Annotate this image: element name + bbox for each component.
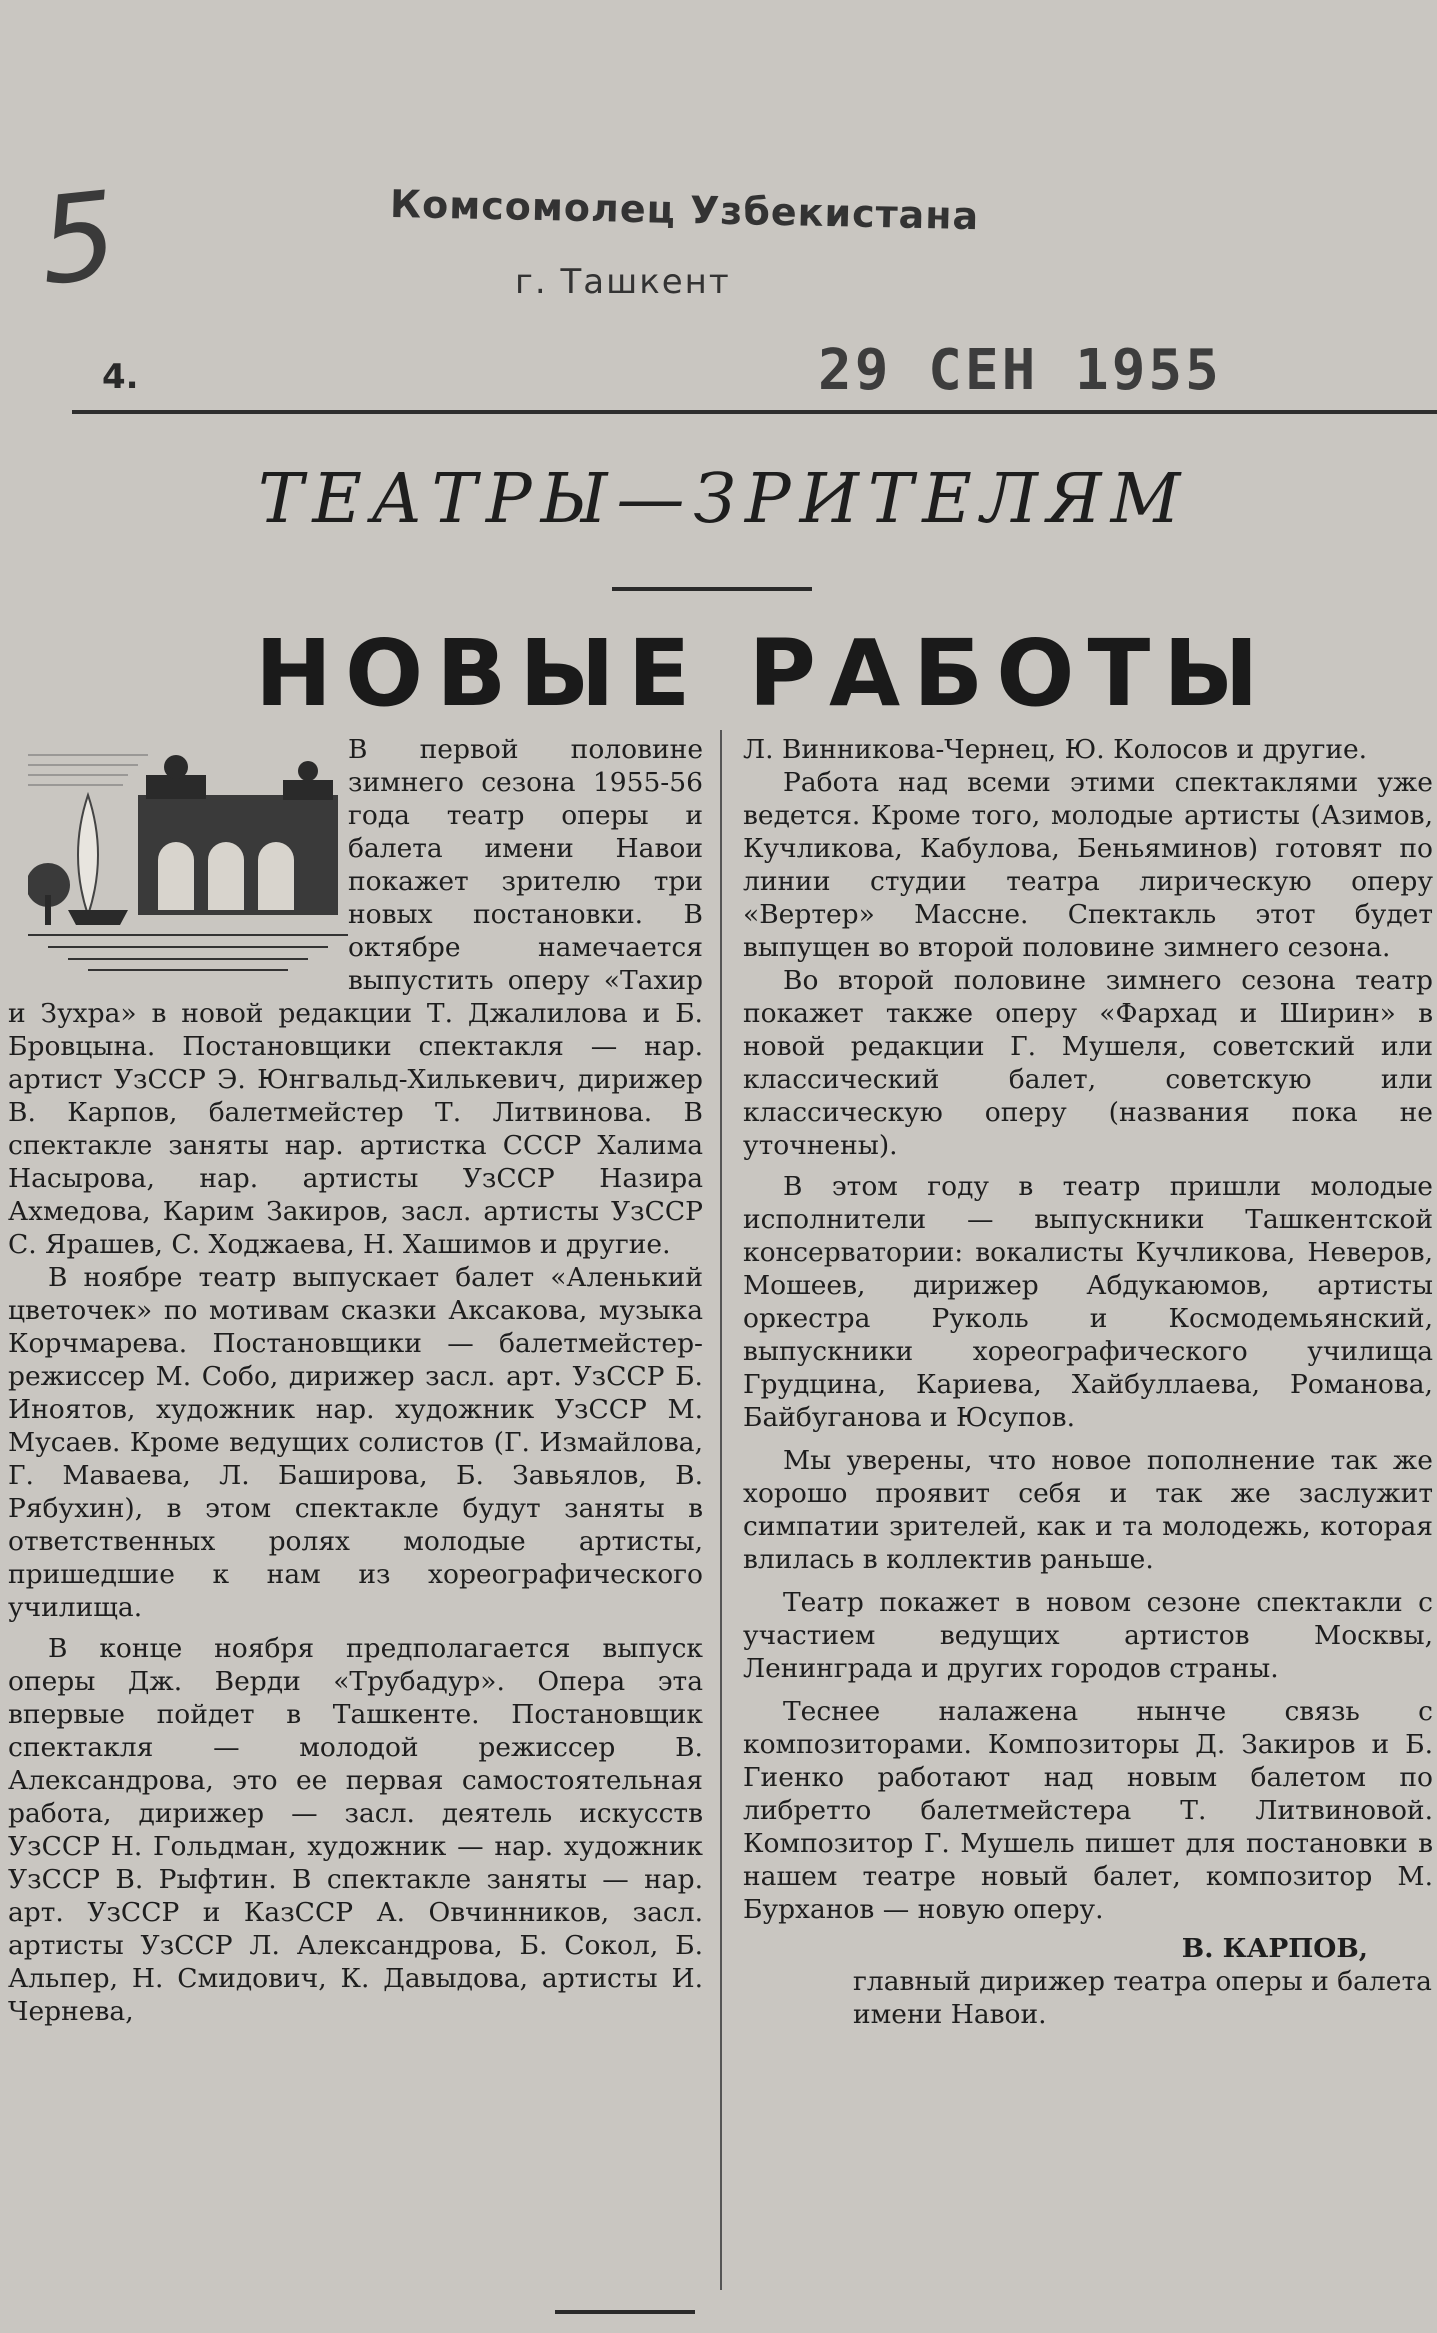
paragraph: Мы уверены, что новое пополнение так же хорошо проявит себя и так же заслужит симпатии зрителей, как и та молодежь, которая влилась в коллектив раньше. bbox=[743, 1445, 1433, 1575]
paragraph: Теснее налажена нынче связь с композиторами. Композиторы Д. Закиров и Б. Гиенко работают над новым балетом по либретто балетмейстера Т. Литвиновой. Композитор Г. Мушель пишет для постановки в нашем театре новый балет, композитор М. Бурханов — новую оперу. bbox=[743, 1696, 1433, 1925]
right-column bbox=[743, 733, 1433, 2031]
author-title: главный дирижер театра оперы и балета имени Навои. bbox=[853, 1966, 1432, 2030]
paragraph: В ноябре театр выпускает балет «Аленький цветочек» по мотивам сказки Аксакова, музыка Корчмарева. Постановщики — балетмейстер-режиссер М. Собо, дирижер засл. арт. УзССР Б. Иноятов, художник нар. художник УзССР М. Мусаев. Кроме ведущих солистов (Г. Измайлова, Г. Маваева, Л. Баширова, Б. Завьялов, В. Рябухин), в этом спектакле будут заняты в ответственных ролях молодые артисты, пришедшие к нам из хореографического училища. bbox=[8, 1262, 703, 1623]
bottom-rule bbox=[555, 2310, 695, 2314]
paragraph: Л. Винникова-Чернец, Ю. Колосов и другие. bbox=[743, 734, 1368, 765]
column-divider bbox=[720, 730, 722, 2290]
newspaper-name-stamp: Комсомолец Узбекистана bbox=[389, 181, 980, 239]
date-stamp: 29 СЕН 1955 bbox=[818, 338, 1222, 403]
paragraph: Работа над всеми этими спектаклями уже ведется. Кроме того, молодые артисты (Азимов, Кучликова, Кабулова, Беньяминов) готовят по линии студии театра лирическую оперу «Вертер» Массне. Спектакль этот будет выпущен во второй половине зимнего сезона. bbox=[743, 767, 1433, 963]
author-name: В. КАРПОВ, bbox=[1181, 1933, 1368, 1964]
theatre-building-illustration bbox=[28, 735, 348, 975]
city-stamp: г. Ташкент bbox=[515, 262, 731, 302]
paragraph: В первой половине зимнего сезона 1955-56 года театр оперы и балета имени Навои покажет зрителю три новых постановки. В октябре намечается выпустить оперу «Тахир и Зухра» в новой редакции Т. Джалилова и Б. Бровцына. Постановщики спектакля — нар. артист УзССР Э. Юнгвальд-Хилькевич, дирижер В. Карпов, балетмейстер Т. Литвинова. В спектакле заняты нар. артистка СССР Халима Насырова, нар. артисты УзССР Назира Ахмедова, Карим Закиров, засл. артисты УзССР С. Ярашев, С. Ходжаева, Н. Хашимов и другие. bbox=[8, 734, 703, 1260]
headline-kicker: ТЕАТРЫ—ЗРИТЕЛЯМ bbox=[258, 460, 1190, 539]
headline-title: НОВЫЕ РАБОТЫ bbox=[255, 620, 1272, 727]
top-rule bbox=[72, 410, 1437, 414]
paragraph: В этом году в театр пришли молодые исполнители — выпускники Ташкентской консерватории: вокалисты Кучликова, Неверов, Мошеев, дирижер Абдукаюмов, артисты оркестра Руколь и Космодемьянский, выпускники хореографического училища Грудцина, Кариева, Хайбуллаева, Романова, Байбуганова и Юсупов. bbox=[743, 1171, 1433, 1433]
handwritten-page-number: 5 bbox=[32, 166, 124, 313]
title-divider bbox=[612, 587, 812, 591]
paragraph: В конце ноября предполагается выпуск оперы Дж. Верди «Трубадур». Опера эта впервые пойдет в Ташкенте. Постановщик спектакля — молодой режиссер В. Александрова, это ее первая самостоятельная работа, дирижер — засл. деятель искусств УзССР Н. Гольдман, художник — нар. художник УзССР В. Рыфтин. В спектакле заняты — нар. арт. УзССР и КазССР А. Овчинников, засл. артисты УзССР Л. Александрова, Б. Сокол, Б. Альпер, Н. Смидович, К. Давыдова, артисты И. Чернева, bbox=[8, 1633, 703, 2027]
page-number: 4. bbox=[102, 357, 139, 397]
paragraph: Во второй половине зимнего сезона театр покажет также оперу «Фархад и Ширин» в новой редакции Г. Мушеля, советский или классический балет, советскую или классическую оперу (названия пока не уточнены). bbox=[743, 965, 1433, 1161]
paragraph: Театр покажет в новом сезоне спектакли с участием ведущих артистов Москвы, Ленинграда и других городов страны. bbox=[743, 1587, 1433, 1684]
